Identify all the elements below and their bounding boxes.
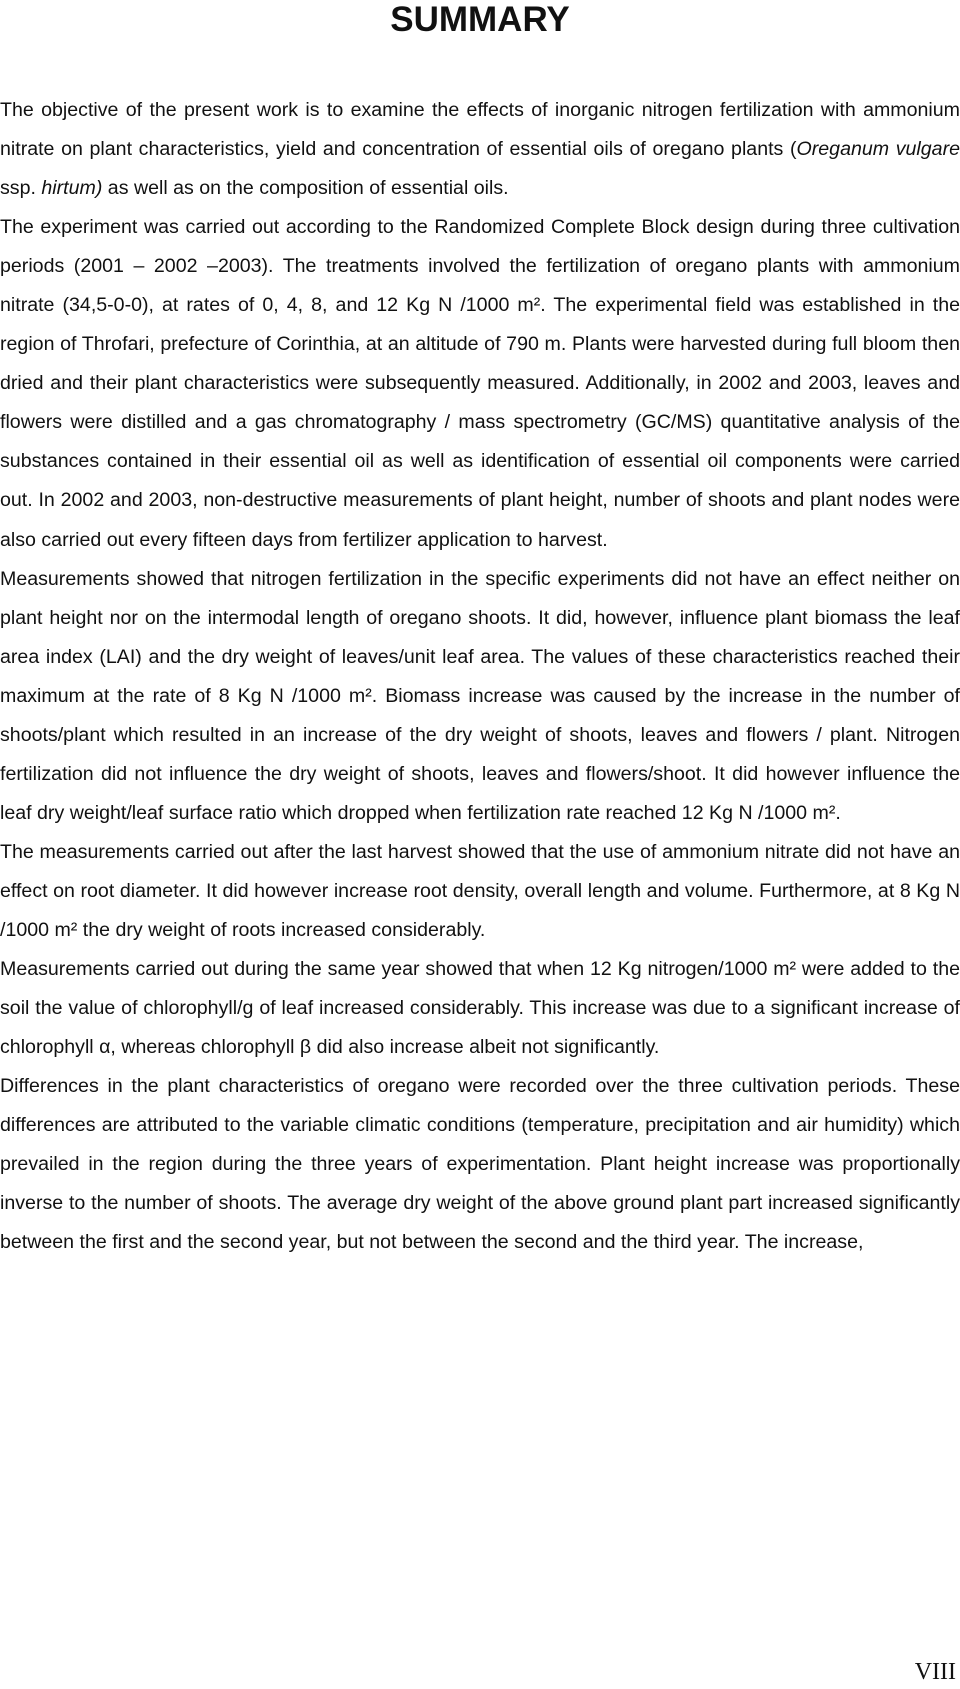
paragraph-objective-text-2: ssp. — [0, 177, 42, 200]
paragraph-objective-text-1: The objective of the present work is to examine the effects of inorganic nitrogen fertilization with ammonium nitrate on plant characteristics, yield and concentration of essential oils of oregano plants ( — [0, 99, 960, 161]
paragraph-experiment: The experiment was carried out according to the Randomized Complete Block design during three cultivation periods (2001 – 2002 –2003). The treatments involved the fertilization of oregano plants with ammonium nitrate (34,5-0-0), at rates of 0, 4, 8, and 12 Kg N /1000 m². The experimental field was established in the region of Throfari, prefecture of Corinthia, at an altitude of 790 m. Plants were harvested during full bloom then dried and their plant characteristics were subsequently measured. Additionally, in 2002 and 2003, leaves and flowers were distilled and a gas chromatography / mass spectrometry (GC/MS) quantitative analysis of the substances contained in their essential oil as well as identification of essential oil components were carried out. In 2002 and 2003, non-destructive measurements of plant height, number of shoots and plant nodes were also carried out every fifteen days from fertilizer application to harvest. — [0, 216, 960, 551]
paragraph-differences: Differences in the plant characteristics of oregano were recorded over the three cultivation periods. These differences are attributed to the variable climatic conditions (temperature, precipitation and air humidity) which prevailed in the region during the three years of experimentation. Plant height increase was proportionally inverse to the number of shoots. The average dry weight of the above ground plant part increased significantly between the first and the second year, but not between the second and the third year. The increase, — [0, 1075, 960, 1254]
page-number: VIII — [914, 1659, 956, 1685]
paragraph-roots: The measurements carried out after the last harvest showed that the use of ammonium nitrate did not have an effect on root diameter. It did however increase root density, overall length and volume. Furthermore, at 8 Kg N /1000 m² the dry weight of roots increased considerably. — [0, 840, 960, 941]
summary-body — [0, 91, 960, 1262]
paragraph-chlorophyll: Measurements carried out during the same year showed that when 12 Kg nitrogen/1000 m² were added to the soil the value of chlorophyll/g of leaf increased considerably. This increase was due to a significant increase of chlorophyll α, whereas chlorophyll β did also increase albeit not significantly. — [0, 958, 960, 1059]
paragraph-objective — [0, 91, 960, 208]
species-name: Oreganum vulgare — [796, 138, 960, 161]
page-title: SUMMARY — [390, 0, 570, 39]
paragraph-objective-text-3: as well as on the composition of essential oils. — [102, 177, 509, 200]
paragraph-measurements: Measurements showed that nitrogen fertilization in the specific experiments did not have an effect neither on plant height nor on the intermodal length of oregano shoots. It did, however, influence plant biomass the leaf area index (LAI) and the dry weight of leaves/unit leaf area. The values of these characteristics reached their maximum at the rate of 8 Kg N /1000 m². Biomass increase was caused by the increase in the number of shoots/plant which resulted in an increase of the dry weight of shoots, leaves and flowers / plant. Nitrogen fertilization did not influence the dry weight of shoots, leaves and flowers/shoot. It did however influence the leaf dry weight/leaf surface ratio which dropped when fertilization rate reached 12 Kg N /1000 m². — [0, 567, 960, 824]
subspecies-name: hirtum) — [41, 177, 103, 200]
